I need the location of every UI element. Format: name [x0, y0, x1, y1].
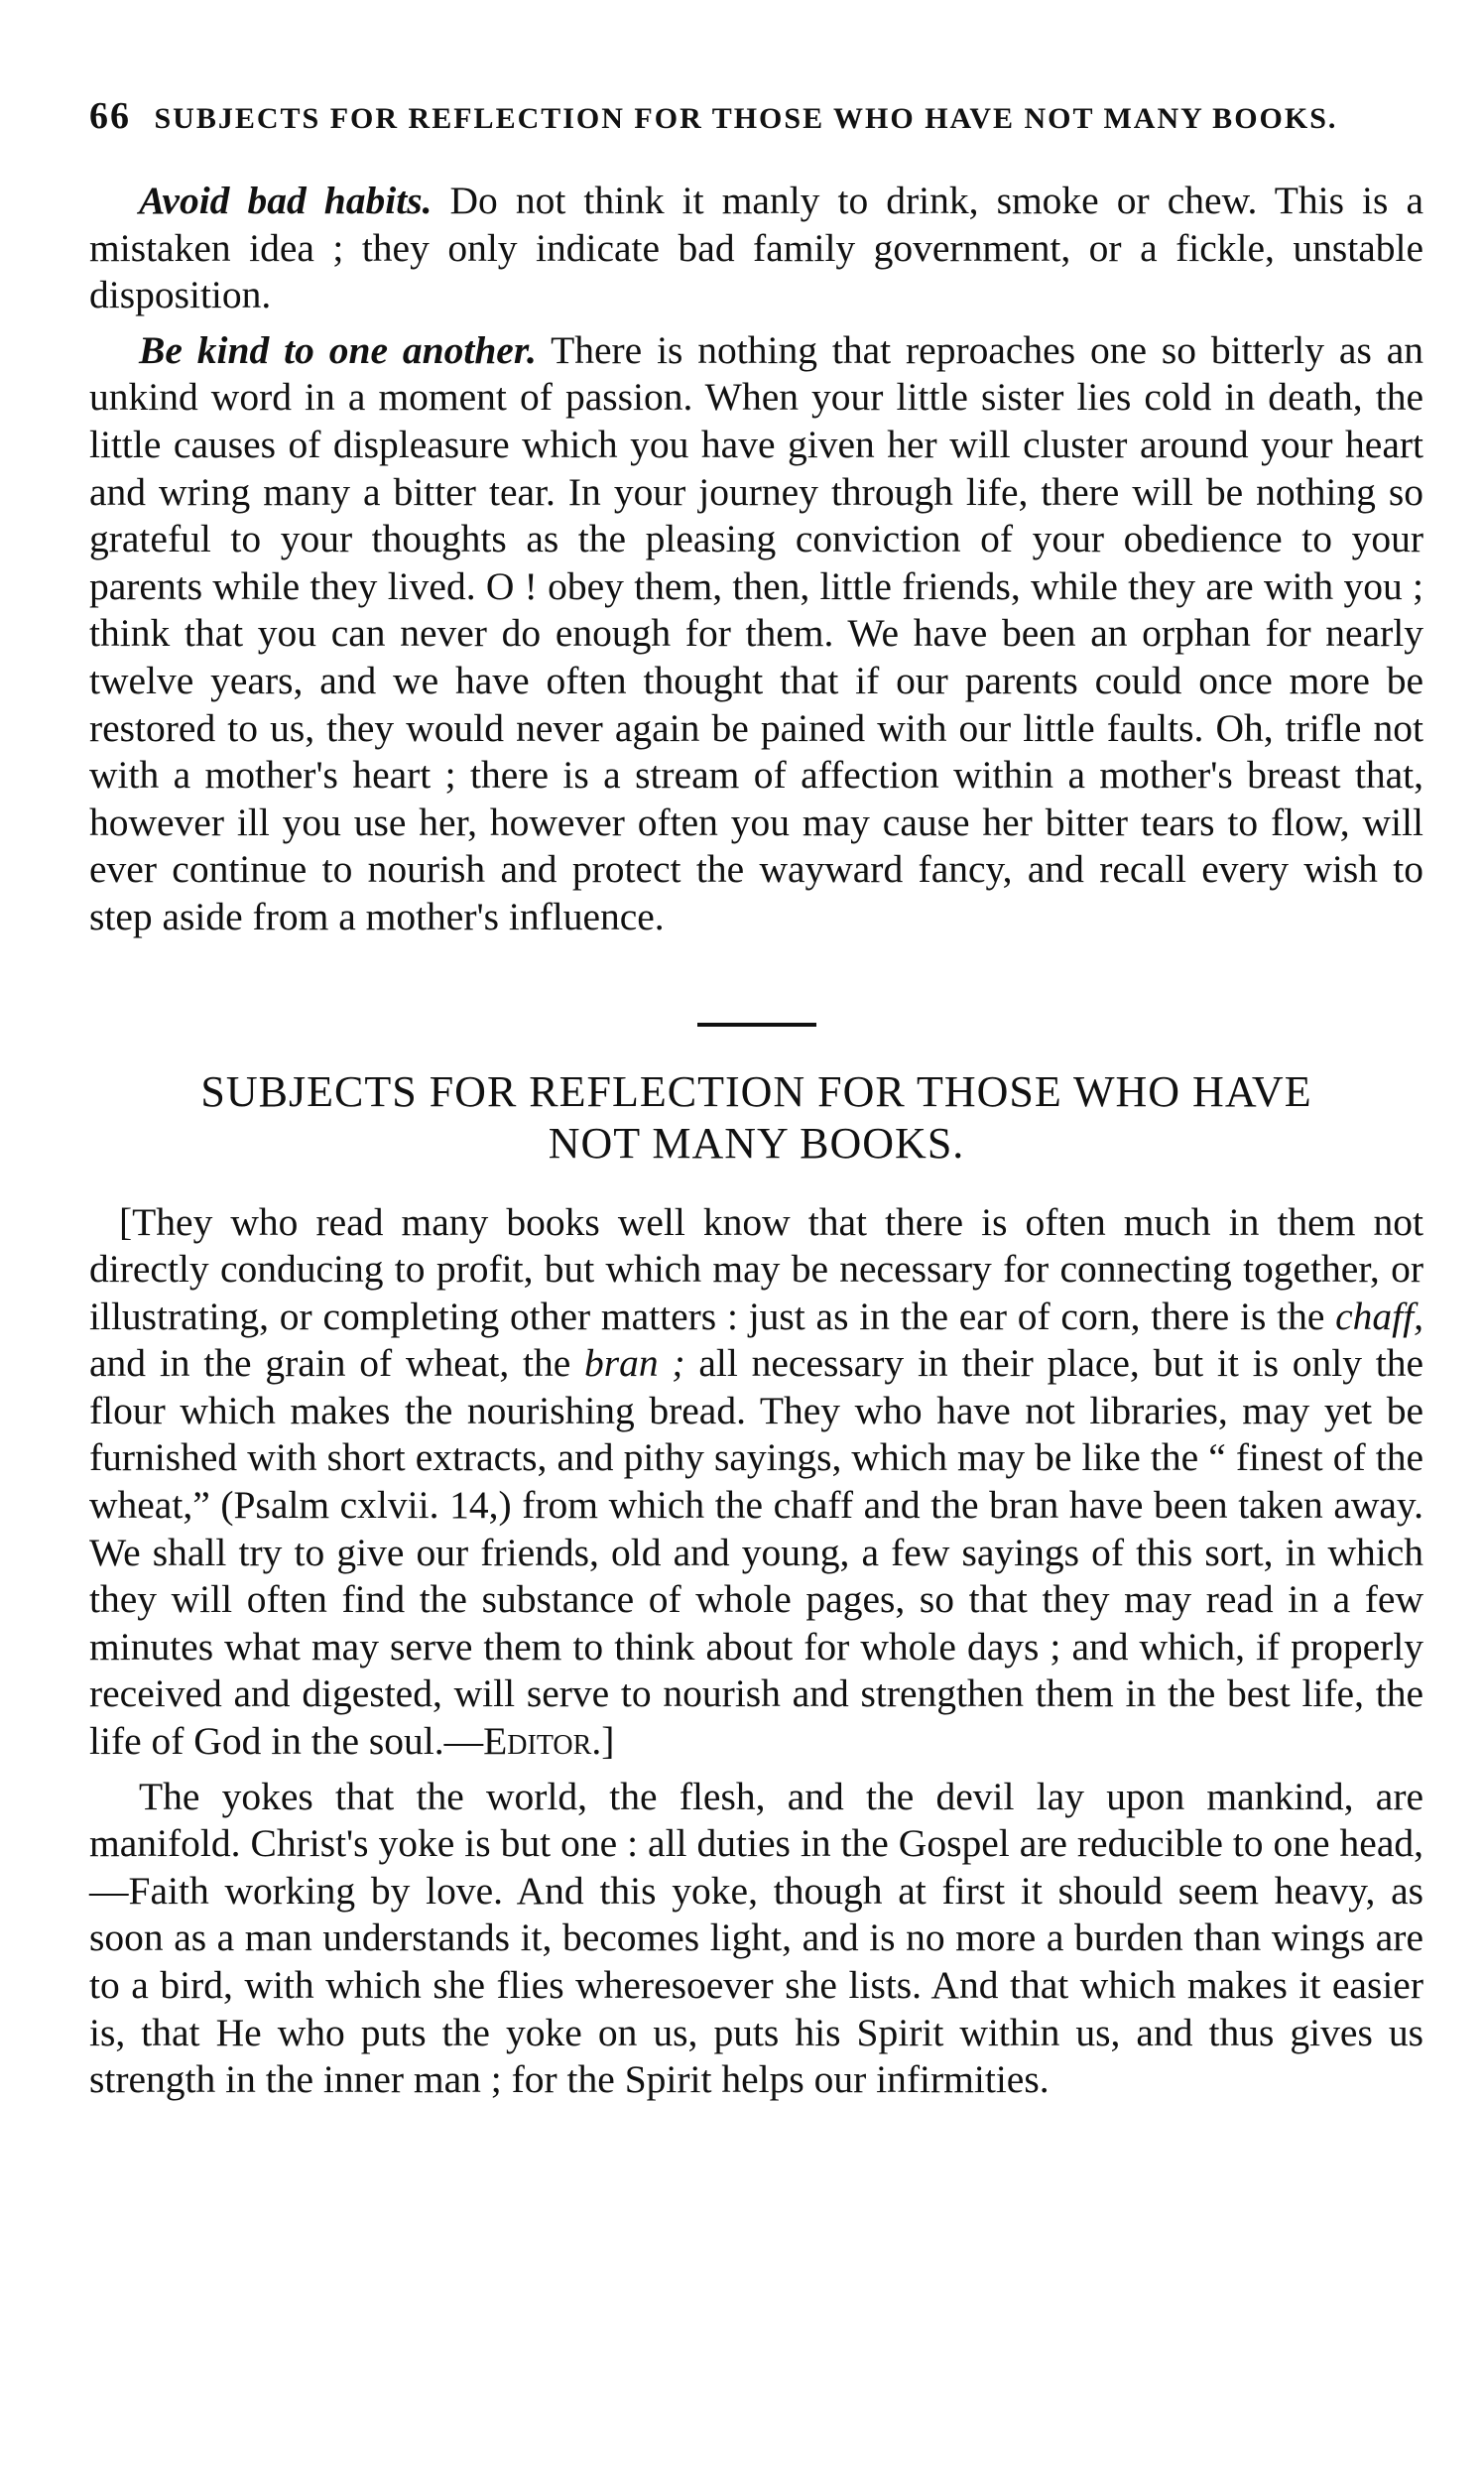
intro-text-2: and in the grain of wheat, the [89, 1341, 585, 1386]
document-page [89, 94, 1423, 2112]
editor-signature: Editor. [483, 1719, 602, 1764]
section-title [89, 1066, 1423, 1170]
intro-bran: bran ; [584, 1341, 685, 1386]
editor-intro-paragraph [89, 1199, 1423, 1766]
intro-chaff: chaff, [1335, 1294, 1423, 1338]
paragraph-lead: Be kind to one another. [139, 327, 537, 372]
section-divider [697, 1023, 816, 1027]
paragraph-avoid-bad-habits [89, 178, 1423, 319]
intro-text-3: all necessary in their place, but it is only the flour which makes the nourishing bread. They who have not libraries, may yet be furnished with short extracts, and pithy sayings, which may be like the “ finest of the wheat,” (Psalm cxlvii. 14,) from which the chaff and the bran have been taken away. We shall try to give our friends, old and young, a few sayings of this sort, in which they will often find the substance of whole pages, so that they may read in a few minutes what may serve them to think about for whole days ; and which, if properly received and digested, will serve to nourish and strengthen them in the best life, the life of God in the soul.— [89, 1341, 1423, 1764]
paragraph-body: There is nothing that reproaches one so bitterly as an unkind word in a moment of passion. When your little sister lies cold in death, the little causes of displeasure which you have given her will cluster around your heart and wring many a bitter tear. In your journey through life, there will be nothing so grateful to your thoughts as the pleasing conviction of your obedience to your parents while they lived. O ! obey them, then, little friends, while they are with you ; think that you can never do enough for them. We have been an orphan for nearly twelve years, and we have often thought that if our parents could once more be restored to us, they would never again be pained with our little faults. Oh, trifle not with a mother's heart ; there is a stream of affection within a mother's breast that, however ill you use her, however often you may cause her bitter tears to flow, will ever continue to nourish and protect the wayward fancy, and recall every wish to step aside from a mother's influence. [89, 327, 1423, 938]
margin-specks [1474, 1101, 1478, 1141]
intro-text-1: [They who read many books well know that there is often much in them not directly conducing to profit, but which may be necessary for connecting together, or illustrating, or completing other matters : just as in the ear of corn, there is the [89, 1199, 1423, 1338]
paragraph-body: Do not think it manly to drink, smoke or chew. This is a mistaken idea ; they only indicate bad family government, or a fickle, unstable disposition. [89, 179, 1423, 317]
intro-close-bracket: ] [601, 1719, 615, 1764]
paragraph-yokes: The yokes that the world, the flesh, and the devil lay upon mankind, are manifold. Christ's yoke is but one : all duties in the Gospel are reducible to one head,—Faith working by love. And this yoke, though at first it should seem heavy, as soon as a man understands it, becomes light, and is no more a burden than wings are to a bird, with which she flies wheresoever she lists. And that which makes it easier is, that He who puts the yoke on us, puts his Spirit within us, and thus gives us strength in the inner man ; for the Spirit helps our infirmities. [89, 1774, 1423, 2102]
running-head-title: SUBJECTS FOR REFLECTION FOR THOSE WHO HAVE NOT MANY BOOKS. [154, 102, 1338, 135]
paragraph-be-kind [89, 327, 1423, 941]
section-title-line-2: NOT MANY BOOKS. [548, 1118, 965, 1168]
running-head [89, 94, 1423, 138]
section-title-line-1: SUBJECTS FOR REFLECTION FOR THOSE WHO HAVE [200, 1066, 1312, 1116]
paragraph-lead: Avoid bad habits. [139, 179, 433, 222]
page-number: 66 [89, 95, 131, 137]
